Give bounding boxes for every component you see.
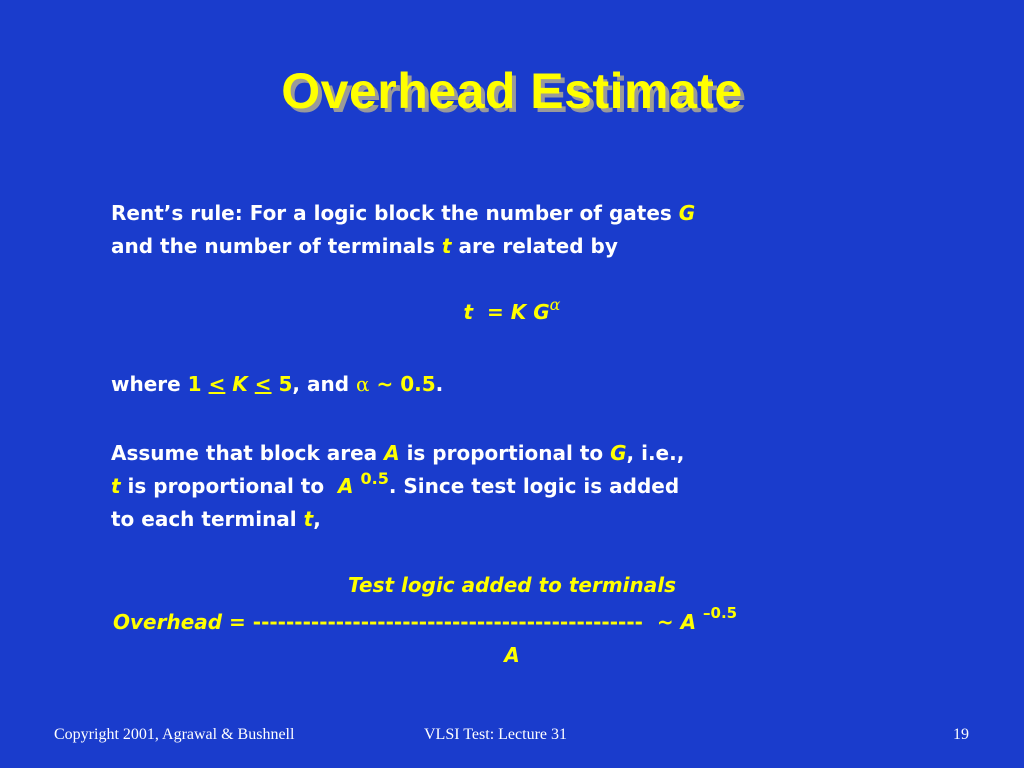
where-one: 1 <box>187 372 202 396</box>
where-approx: ~ 0.5 <box>369 372 436 396</box>
exponent-0-5: 0.5 <box>360 469 389 488</box>
var-g: G <box>610 441 627 465</box>
var-t: t <box>303 507 314 531</box>
overhead-line <box>113 606 933 641</box>
var-a: A <box>338 474 354 498</box>
formula-exponent: α <box>549 295 561 314</box>
assume-text: is proportional to <box>120 474 332 498</box>
var-t: t <box>441 234 452 258</box>
where-alpha: α <box>356 372 370 396</box>
var-a: A <box>384 441 400 465</box>
assume-text: to each terminal <box>111 507 304 531</box>
where-le-2: < <box>254 372 272 396</box>
assume-line-3 <box>111 503 931 536</box>
formula-g: G <box>533 300 550 324</box>
assume-text: Assume that block area <box>111 441 385 465</box>
footer-lecture: VLSI Test: Lecture 31 <box>424 726 567 743</box>
overhead-numerator: Test logic added to terminals <box>347 573 677 597</box>
where-k: K <box>232 372 248 396</box>
footer-page-number: 19 <box>953 726 969 743</box>
where-five: 5 <box>278 372 293 396</box>
where-le-1: < <box>208 372 226 396</box>
intro-line-2 <box>111 230 931 263</box>
formula-k: K <box>510 300 527 324</box>
rents-rule-formula <box>0 295 1024 324</box>
assume-line-1 <box>111 437 931 470</box>
assume-text: is proportional to <box>399 441 611 465</box>
formula-eq: = <box>487 300 504 324</box>
intro-text: Rent’s rule: For a logic block the number of gates <box>111 201 679 225</box>
overhead-fraction-bar: ----------------------------------------------- <box>252 610 643 634</box>
slide-title: Overhead Estimate <box>281 63 743 119</box>
overhead-approx: ~ <box>642 610 681 634</box>
overhead-denominator: A <box>504 643 520 667</box>
footer-copyright: Copyright 2001, Agrawal & Bushnell <box>54 726 295 743</box>
var-g: G <box>678 201 696 225</box>
intro-text: and the number of terminals <box>111 234 442 258</box>
where-prefix: where <box>111 372 188 396</box>
assume-text: , i.e., <box>626 441 685 465</box>
exponent-neg-0-5: –0.5 <box>703 604 738 622</box>
where-period: . <box>435 372 444 396</box>
intro-line-1 <box>111 197 931 230</box>
assume-text: , <box>313 507 321 531</box>
where-and: , and <box>292 372 356 396</box>
formula-lhs: t <box>463 300 474 324</box>
assume-text: . Since test logic is added <box>388 474 680 498</box>
overhead-equals: = <box>222 610 253 634</box>
assume-line-2 <box>111 470 931 504</box>
overhead-label: Overhead <box>113 610 223 634</box>
intro-text: are related by <box>451 234 618 258</box>
var-t: t <box>111 474 121 498</box>
var-a: A <box>680 610 697 634</box>
where-line <box>111 368 931 401</box>
